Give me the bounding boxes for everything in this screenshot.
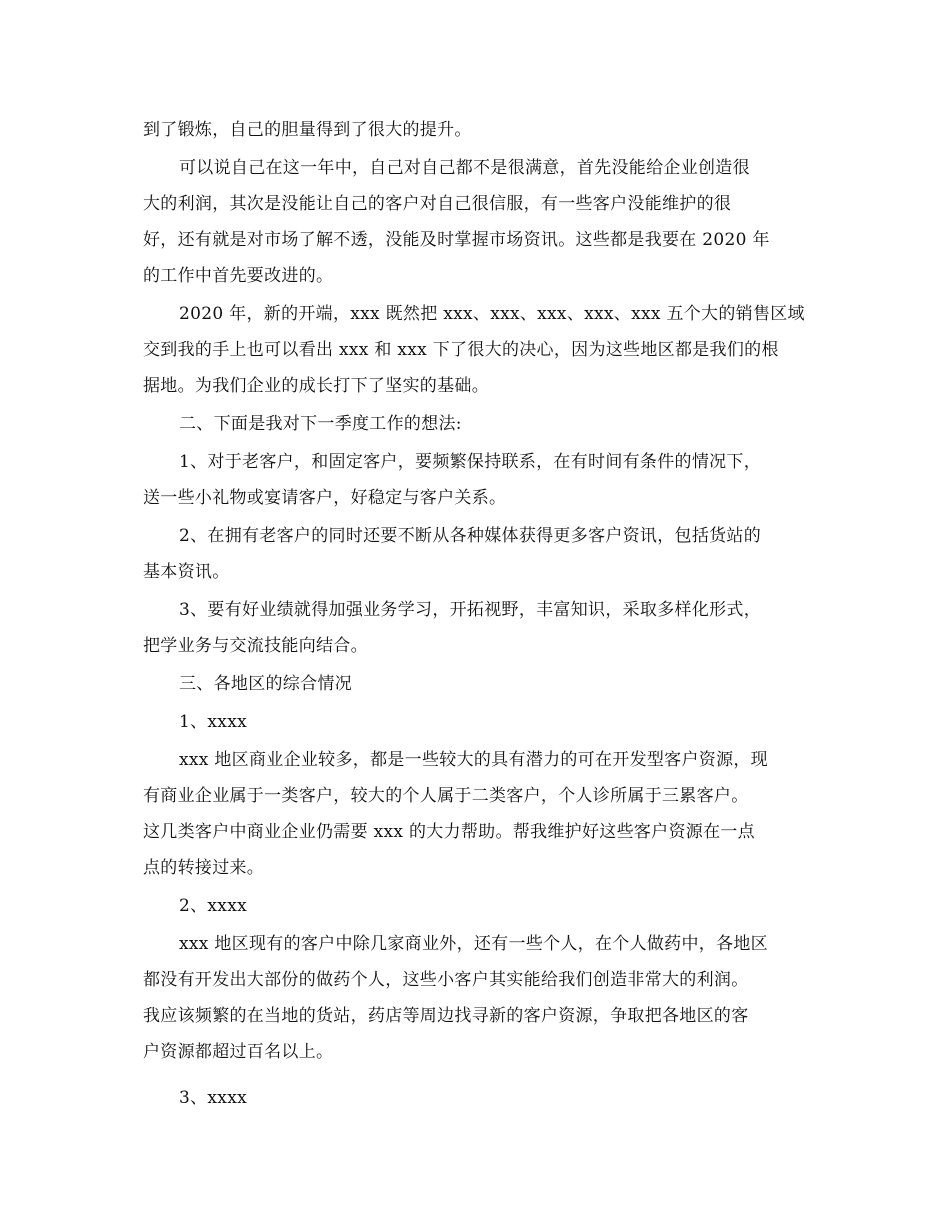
- text-line: 交到我的手上也可以看出 xxx 和 xxx 下了很大的决心，因为这些地区都是我们的根: [143, 340, 779, 360]
- list-item-start-line: 2、在拥有老客户的同时还要不断从各种媒体获得更多客户资讯，包括货站的: [179, 526, 762, 546]
- text-line: 基本资讯。: [143, 562, 230, 582]
- subsection-heading: 2、xxxx: [179, 896, 247, 916]
- text-line: 有商业企业属于一类客户，较大的个人属于二类客户，个人诊所属于三累客户。: [143, 786, 749, 806]
- section-heading: 三、各地区的综合情况: [179, 674, 352, 694]
- list-item-start-line: 1、对于老客户，和固定客户，要频繁保持联系，在有时间有条件的情况下，: [179, 452, 762, 472]
- list-item-start-line: 3、要有好业绩就得加强业务学习，开拓视野，丰富知识，采取多样化形式，: [179, 600, 762, 620]
- text-line: 到了锻炼，自己的胆量得到了很大的提升。: [143, 120, 472, 140]
- text-line: 我应该频繁的在当地的货站，药店等周边找寻新的客户资源，争取把各地区的客: [143, 1006, 749, 1026]
- text-line: 户资源都超过百名以上。: [143, 1042, 334, 1062]
- text-line: 这几类客户中商业企业仍需要 xxx 的大力帮助。帮我维护好这些客户资源在一点: [143, 822, 755, 842]
- text-line: 好，还有就是对市场了解不透，没能及时掌握市场资讯。这些都是我要在 2020 年: [143, 230, 770, 250]
- text-line: 送一些小礼物或宴请客户，好稳定与客户关系。: [143, 488, 507, 508]
- text-line: 点的转接过来。: [143, 858, 265, 878]
- paragraph-start-line: 可以说自己在这一年中，自己对自己都不是很满意，首先没能给企业创造很: [179, 158, 750, 178]
- document-body: [143, 112, 813, 1116]
- subsection-heading: 1、xxxx: [179, 712, 247, 732]
- text-line: 把学业务与交流技能向结合。: [143, 636, 368, 656]
- subsection-heading: 3、xxxx: [179, 1088, 247, 1108]
- text-line: 大的利润，其次是没能让自己的客户对自己很信服，有一些客户没能维护的很: [143, 194, 732, 214]
- text-line: 据地。为我们企业的成长打下了坚实的基础。: [143, 376, 489, 396]
- paragraph-start-line: xxx 地区现有的客户中除几家商业外，还有一些个人，在个人做药中，各地区: [179, 934, 768, 954]
- paragraph-start-line: xxx 地区商业企业较多，都是一些较大的具有潜力的可在开发型客户资源，现: [179, 750, 768, 770]
- text-line: 都没有开发出大部份的做药个人，这些小客户其实能给我们创造非常大的利润。: [143, 970, 749, 990]
- section-heading: 二、下面是我对下一季度工作的想法:: [179, 414, 462, 434]
- paragraph-start-line: 2020 年，新的开端，xxx 既然把 xxx、xxx、xxx、xxx、xxx 五个大的销售区域: [179, 304, 805, 324]
- text-line: 的工作中首先要改进的。: [143, 266, 334, 286]
